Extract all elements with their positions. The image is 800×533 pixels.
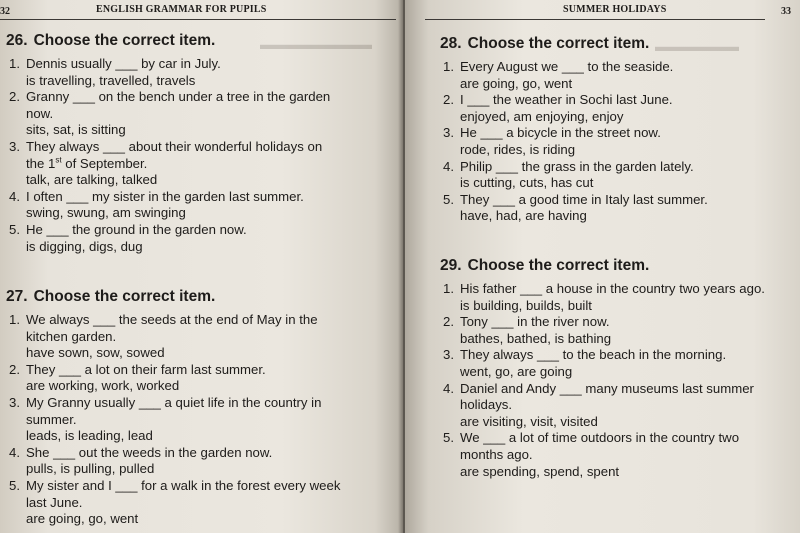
item-sentence: kitchen garden. — [26, 328, 117, 344]
exercise-item — [440, 92, 796, 125]
item-options: are visiting, visit, visited — [460, 413, 598, 429]
item-options: are working, work, worked — [26, 378, 180, 394]
exercise-number: 29. — [440, 257, 462, 274]
item-options: are going, go, went — [26, 511, 139, 527]
exercise-heading — [440, 34, 796, 53]
item-sentence: now. — [26, 105, 54, 121]
item-sentence: She ___ out the weeds in the garden now. — [26, 444, 273, 460]
exercise-item — [6, 189, 394, 222]
exercise-title: Choose the correct item. — [467, 257, 650, 274]
exercise-item — [6, 139, 394, 189]
exercise-item — [6, 395, 394, 445]
exercise-items — [6, 56, 394, 255]
exercise-number: 28. — [440, 35, 462, 52]
item-number: 2. — [9, 361, 20, 377]
item-options: is travelling, travelled, travels — [26, 72, 196, 88]
item-number: 3. — [9, 138, 20, 154]
right-page — [405, 0, 800, 533]
exercise-items — [440, 59, 796, 225]
item-sentence: I often ___ my sister in the garden last summer. — [26, 188, 304, 204]
exercise-item — [440, 347, 796, 380]
item-number: 1. — [9, 56, 20, 71]
exercise-title: Choose the correct item. — [33, 32, 216, 49]
item-sentence: We always ___ the seeds at the end of May in the — [26, 312, 318, 327]
exercise-heading — [6, 31, 394, 50]
header-rule — [0, 19, 396, 20]
item-options: have, had, are having — [460, 208, 587, 224]
item-number: 4. — [9, 444, 20, 460]
exercise-item — [440, 381, 796, 431]
item-number: 2. — [9, 89, 20, 105]
exercise-number: 27. — [6, 288, 28, 305]
exercise-29 — [440, 256, 796, 480]
item-options: enjoyed, am enjoying, enjoy — [460, 108, 624, 124]
item-number: 1. — [9, 312, 20, 327]
exercise-27 — [6, 287, 394, 528]
exercise-item — [6, 312, 394, 362]
exercise-heading — [440, 256, 796, 275]
item-number: 5. — [443, 430, 454, 446]
item-sentence: They ___ a lot on their farm last summer. — [26, 361, 266, 377]
item-sentence: My Granny usually ___ a quiet life in the country in — [26, 394, 322, 410]
exercise-item — [440, 59, 796, 92]
item-options: is digging, digs, dug — [26, 238, 143, 254]
item-options: went, go, are going — [460, 363, 573, 379]
exercise-items — [6, 312, 394, 528]
item-options: rode, rides, is riding — [460, 141, 576, 157]
item-number: 3. — [443, 347, 454, 363]
item-sentence: Granny ___ on the bench under a tree in the garden — [26, 89, 331, 105]
running-head: SUMMER HOLIDAYS — [563, 4, 667, 15]
item-sentence: I ___ the weather in Sochi last June. — [460, 92, 673, 108]
item-options: is cutting, cuts, has cut — [460, 175, 594, 191]
exercise-item — [6, 56, 394, 89]
item-sentence: summer. — [26, 411, 77, 427]
item-sentence: Daniel and Andy ___ many museums last summer — [460, 380, 754, 396]
item-sentence: My sister and I ___ for a walk in the forest every week — [26, 477, 341, 493]
item-options: leads, is leading, lead — [26, 428, 153, 444]
item-sentence: Philip ___ the grass in the garden lately. — [460, 158, 694, 174]
item-options: is building, builds, built — [460, 297, 592, 313]
item-sentence: He ___ a bicycle in the street now. — [460, 125, 661, 141]
exercise-item — [440, 125, 796, 158]
item-options: are going, go, went — [460, 75, 573, 91]
item-number: 2. — [443, 92, 454, 108]
item-options: have sown, sow, sowed — [26, 345, 165, 361]
exercise-item — [440, 159, 796, 192]
exercise-title: Choose the correct item. — [467, 35, 650, 52]
item-number: 5. — [9, 221, 20, 237]
item-options: pulls, is pulling, pulled — [26, 461, 155, 477]
item-number: 1. — [443, 59, 454, 74]
item-number: 4. — [9, 188, 20, 204]
exercise-26 — [6, 31, 394, 255]
exercise-item — [6, 89, 394, 139]
bleed-through: ▬▬▬▬▬▬ — [655, 38, 739, 54]
item-number: 2. — [443, 314, 454, 330]
exercise-title: Choose the correct item. — [33, 288, 216, 305]
exercise-item — [440, 281, 796, 314]
page-number: 32 — [0, 6, 10, 17]
running-head: ENGLISH GRAMMAR FOR PUPILS — [96, 4, 267, 15]
item-sentence: Tony ___ in the river now. — [460, 314, 610, 330]
item-number: 1. — [443, 281, 454, 296]
item-sentence: His father ___ a house in the country two years ago. — [460, 281, 765, 296]
exercise-items — [440, 281, 796, 480]
item-number: 3. — [443, 125, 454, 141]
item-options: sits, sat, is sitting — [26, 122, 126, 138]
exercise-item — [6, 445, 394, 478]
exercise-heading — [6, 287, 394, 306]
item-options: talk, are talking, talked — [26, 172, 158, 188]
exercise-item — [440, 314, 796, 347]
item-sentence: They always ___ about their wonderful holidays on — [26, 138, 323, 154]
item-sentence: They always ___ to the beach in the morning. — [460, 347, 727, 363]
exercise-number: 26. — [6, 32, 28, 49]
item-sentence: They ___ a good time in Italy last summer. — [460, 191, 708, 207]
exercise-item — [440, 192, 796, 225]
exercise-item — [6, 478, 394, 528]
item-sentence: We ___ a lot of time outdoors in the country two — [460, 430, 740, 446]
item-sentence: months ago. — [460, 446, 533, 462]
item-sentence-with-ordinal: the 1st of September. — [26, 155, 148, 171]
exercise-item — [6, 222, 394, 255]
item-sentence: He ___ the ground in the garden now. — [26, 221, 247, 237]
item-sentence: last June. — [26, 494, 83, 510]
item-sentence: Every August we ___ to the seaside. — [460, 59, 674, 74]
item-number: 5. — [443, 191, 454, 207]
exercise-28 — [440, 34, 796, 225]
item-options: swing, swung, am swinging — [26, 205, 186, 221]
exercise-item — [6, 362, 394, 395]
bleed-through: ▬▬▬▬▬▬▬▬ — [260, 36, 372, 52]
item-options: are spending, spend, spent — [460, 463, 620, 479]
item-number: 3. — [9, 394, 20, 410]
item-number: 4. — [443, 158, 454, 174]
item-sentence: Dennis usually ___ by car in July. — [26, 56, 221, 71]
item-number: 5. — [9, 477, 20, 493]
header-rule — [425, 19, 765, 20]
item-number: 4. — [443, 380, 454, 396]
item-options: bathes, bathed, is bathing — [460, 330, 612, 346]
page-number: 33 — [781, 6, 791, 17]
exercise-item — [440, 430, 796, 480]
item-sentence: holidays. — [460, 397, 513, 413]
